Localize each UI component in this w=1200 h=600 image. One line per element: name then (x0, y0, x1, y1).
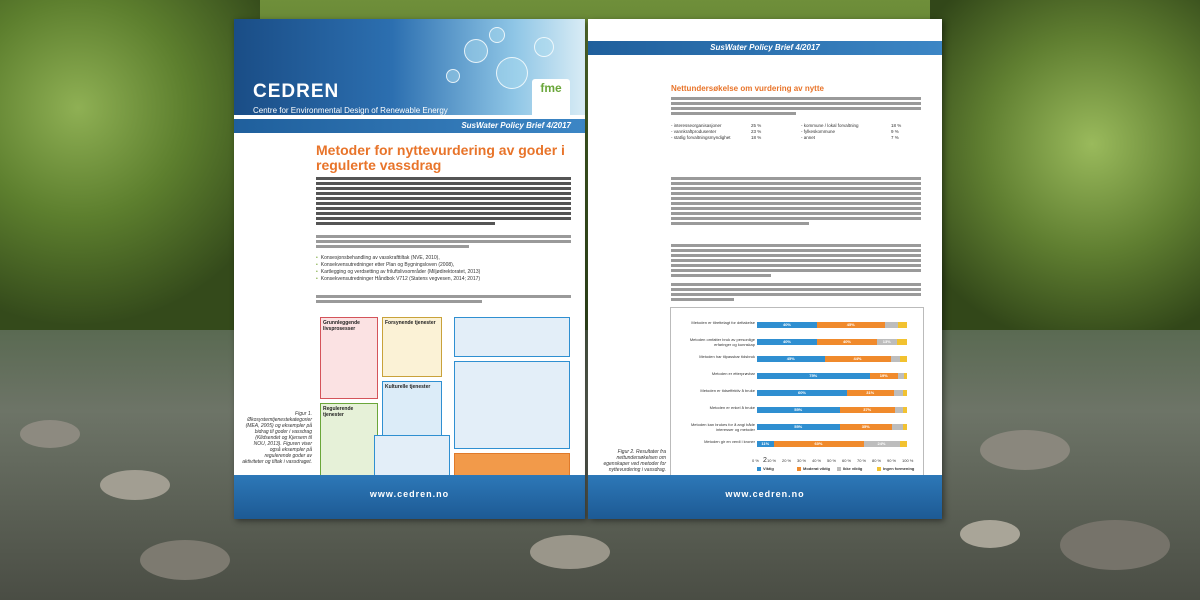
x-tick-label: 0 % (752, 458, 759, 463)
respondent-table (671, 123, 921, 141)
bar-segment-ikke-viktig (895, 407, 903, 413)
data-label: 11% (761, 441, 770, 446)
table-cell: 25 % (751, 123, 762, 128)
bar-segment-ingen-formening (903, 407, 908, 413)
table-cell: 7 % (891, 135, 899, 140)
legend-swatch (837, 467, 841, 471)
data-label: 55% (794, 424, 803, 429)
bullet-item: • Konsesjonsbehandling av vasskrafttiltak (NVE, 2010), (316, 255, 571, 262)
bar-segment-ikke-viktig (864, 441, 900, 447)
data-label: 55% (794, 407, 803, 412)
intro-text (316, 177, 571, 227)
bar-segment-viktig (757, 373, 870, 379)
bar-segment-moderat-viktig (870, 373, 899, 379)
bar-row (757, 356, 907, 362)
data-label: 40% (782, 339, 791, 344)
body-text (316, 235, 571, 250)
data-label: 75% (809, 373, 818, 378)
legend-label: Viktig (763, 466, 774, 471)
bar-segment-ingen-formening (904, 373, 907, 379)
data-label: 35% (861, 424, 870, 429)
x-tick-label: 90 % (887, 458, 897, 463)
data-label: 24% (877, 441, 886, 446)
data-label: 37% (863, 407, 872, 412)
footer-url[interactable]: www.cedren.no (725, 489, 805, 499)
body-text (671, 97, 921, 117)
data-label: 45% (846, 322, 855, 327)
data-label: 13% (882, 339, 891, 344)
cedren-logo: CEDREN (253, 81, 340, 102)
legend-swatch (877, 467, 881, 471)
bar-segment-ikke-viktig (894, 390, 903, 396)
category-label: Metoden kan brukes for å angi både interesser og metoder (690, 422, 755, 432)
table-cell: 18 % (891, 123, 902, 128)
bar-segment-moderat-viktig (840, 424, 893, 430)
survey-chart (670, 307, 924, 477)
bar-row (757, 390, 907, 396)
bar-segment-viktig (757, 441, 774, 447)
x-tick-label: 100 % (902, 458, 914, 463)
legend-swatch (797, 467, 801, 471)
body-text (671, 177, 921, 227)
bar-segment-ikke-viktig (892, 424, 903, 430)
legend-label: Ingen formening (883, 466, 915, 471)
data-label: 40% (782, 322, 791, 327)
bar-row (757, 339, 907, 345)
bar-segment-ingen-formening (903, 390, 908, 396)
category-label: Metoden er tilrettelagt for deltakelse (691, 320, 755, 325)
category-label: Metoden er etterprøvbar (711, 371, 755, 376)
data-label: 40% (842, 339, 851, 344)
box-kulturelle: Kulturelle tjenester (382, 381, 442, 441)
page-number: 2 (763, 457, 767, 464)
page-footer (234, 475, 585, 519)
bar-segment-ingen-formening (900, 441, 908, 447)
bar-segment-viktig (757, 407, 840, 413)
bar-row (757, 373, 907, 379)
table-row (671, 135, 921, 141)
category-label: Metoden har tilpassbar tidsbruk (699, 354, 755, 359)
figure-caption: Figur 2. Resultater fra nettundersøkelsen om egenskaper ved metoder for nyttevurdering i vassdrag. (603, 449, 666, 473)
category-label: Metoden omfatter bruk av personlige erfaringer og kunnskap (689, 337, 755, 347)
box-livsprosesser: Grunnleggende livsprosesser (320, 317, 378, 399)
bullet-item: • Kartlegging og verdsetting av friluftslivsområder (Miljødirektoratet, 2013) (316, 269, 571, 276)
data-label: 60% (797, 390, 806, 395)
section-heading: Nettundersøkelse om vurdering av nytte (671, 84, 824, 93)
box-regulerende: Regulerende tjenester (320, 403, 378, 481)
rock (530, 535, 610, 569)
table-cell: - vannkraftprodusenter (671, 129, 717, 134)
bar-segment-moderat-viktig (840, 407, 896, 413)
bar-segment-moderat-viktig (847, 390, 894, 396)
table-cell: - fylkeskommune (801, 129, 836, 134)
legend-label: Moderat viktig (803, 466, 831, 471)
box-forsynende: Forsynende tjenester (382, 317, 442, 377)
data-label: 60% (814, 441, 823, 446)
bullet-item: • Konsekvensutredninger etter Plan og Bygningsloven (2008), (316, 262, 571, 269)
bullet-item: • Konsekvensutredninger Håndbok V712 (Statens vegvesen, 2014; 2017) (316, 276, 571, 283)
brochure-page-2 (588, 19, 942, 519)
category-label: Metoden er enkel å bruke (709, 405, 755, 410)
table-cell: 23 % (751, 129, 762, 134)
bar-segment-moderat-viktig (817, 339, 877, 345)
legend-swatch (757, 467, 761, 471)
bar-segment-ikke-viktig (891, 356, 900, 362)
body-text (671, 283, 921, 303)
table-cell: - statlig forvaltningsmyndighet (671, 135, 731, 140)
body-text (671, 244, 921, 279)
rock (1060, 520, 1170, 570)
x-tick-label: 40 % (812, 458, 822, 463)
brief-bar (234, 119, 585, 133)
bar-segment-viktig (757, 356, 825, 362)
brand-subtitle: Centre for Environmental Design of Renewable Energy (253, 106, 448, 115)
page-title: Metoder for nyttevurdering av goder i regulerte vassdrag (316, 142, 565, 173)
bar-segment-ingen-formening (903, 424, 908, 430)
bar-segment-ingen-formening (897, 339, 908, 345)
x-tick-label: 30 % (797, 458, 807, 463)
bullet-list (316, 255, 571, 283)
bar-segment-ikke-viktig (885, 322, 899, 328)
x-tick-label: 70 % (857, 458, 867, 463)
page-footer (588, 475, 942, 519)
bar-row (757, 424, 907, 430)
bar-row (757, 322, 907, 328)
brief-label: SusWater Policy Brief 4/2017 (710, 43, 820, 52)
figure-caption: Figur 1. Økosystemtjenestekategorier (MEA, 2005) og eksempler på bidrag til goder i vassdrag (Klidsendet og Kjersem til NOU, 2013). Figuren viser også eksempler på regulerende goder av aktiviteter og tiltak i vassdraget. (242, 411, 312, 465)
rock (140, 540, 230, 580)
table-cell: - kommune / lokal forvaltning (801, 123, 859, 128)
bar-segment-viktig (757, 339, 817, 345)
x-tick-label: 80 % (872, 458, 882, 463)
box-examples-1 (454, 317, 570, 357)
rock (100, 470, 170, 500)
body-text (316, 295, 571, 305)
bar-segment-ingen-formening (898, 322, 907, 328)
brief-label: SusWater Policy Brief 4/2017 (461, 121, 571, 130)
ecosystem-diagram (318, 315, 572, 499)
x-tick-label: 10 % (767, 458, 777, 463)
table-cell: 9 % (891, 129, 899, 134)
table-cell: 18 % (751, 135, 762, 140)
bar-row (757, 407, 907, 413)
bar-segment-viktig (757, 322, 817, 328)
fme-logo: fme (532, 79, 570, 119)
box-examples-2 (454, 361, 570, 449)
table-cell: - annet (801, 135, 816, 140)
footer-url[interactable]: www.cedren.no (369, 489, 450, 499)
trees-left (0, 0, 260, 360)
category-label: Metoden gir en verdi i kroner (704, 439, 755, 444)
x-tick-label: 20 % (782, 458, 792, 463)
x-tick-label: 50 % (827, 458, 837, 463)
bar-segment-moderat-viktig (825, 356, 891, 362)
bar-segment-viktig (757, 424, 840, 430)
bar-segment-moderat-viktig (774, 441, 864, 447)
brochure-page-1 (234, 19, 585, 519)
table-cell: - interesseorganisasjoner (671, 123, 722, 128)
rock (980, 430, 1070, 470)
bar-segment-ingen-formening (900, 356, 908, 362)
bar-segment-viktig (757, 390, 847, 396)
x-tick-label: 60 % (842, 458, 852, 463)
bar-segment-ikke-viktig (877, 339, 897, 345)
data-label: 44% (853, 356, 862, 361)
data-label: 31% (866, 390, 875, 395)
data-label: 45% (786, 356, 795, 361)
category-label: Metoden er tidseffektiv å bruke (700, 388, 755, 393)
legend-label: Ikke viktig (843, 466, 863, 471)
data-label: 19% (879, 373, 888, 378)
trees-right (930, 0, 1200, 360)
rock (960, 520, 1020, 548)
rock (20, 420, 80, 448)
bar-segment-moderat-viktig (817, 322, 885, 328)
brief-bar (588, 41, 942, 55)
bar-row (757, 441, 907, 447)
